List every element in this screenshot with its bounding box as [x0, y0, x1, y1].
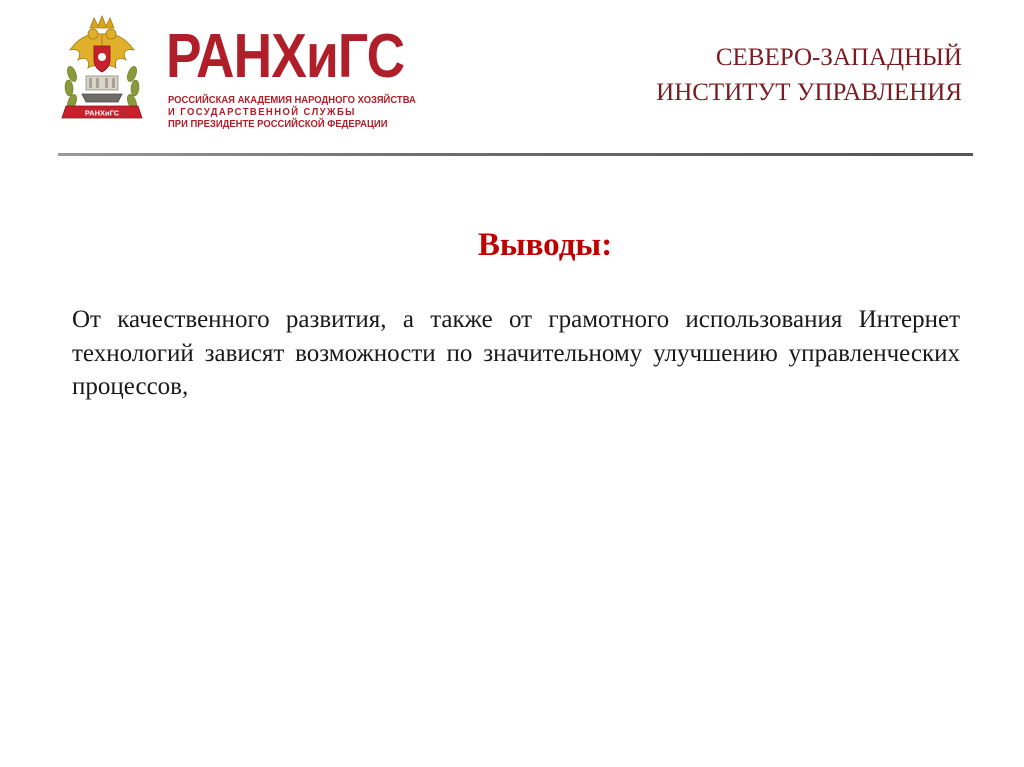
institute-name-line-1: СЕВЕРО-ЗАПАДНЫЙ — [715, 44, 962, 71]
logo-subtitle-line-2: И ГОСУДАРСТВЕННОЙ СЛУЖБЫ — [168, 106, 356, 118]
institute-name — [542, 40, 962, 110]
logo-subtitle-line-1: РОССИЙСКАЯ АКАДЕМИЯ НАРОДНОГО ХОЗЯЙСТВА — [168, 94, 416, 106]
double-headed-eagle-emblem-icon — [60, 14, 144, 130]
institute-name-line-2: ИНСТИТУТ УПРАВЛЕНИЯ — [656, 79, 962, 106]
logo-wordmark: РАНХиГС — [166, 22, 405, 91]
body-paragraph: От качественного развития, а также от грамотного использования Интернет технологий зависят возможности по значительному улучшению управленческих процессов, — [72, 306, 960, 400]
logo — [166, 22, 424, 130]
svg-text:РАНХиГС: РАНХиГС — [84, 108, 120, 118]
slide-title: Выводы: — [477, 227, 613, 263]
logo-subtitle-line-3: ПРИ ПРЕЗИДЕНТЕ РОССИЙСКОЙ ФЕДЕРАЦИИ — [168, 118, 388, 130]
header-divider — [58, 153, 973, 156]
